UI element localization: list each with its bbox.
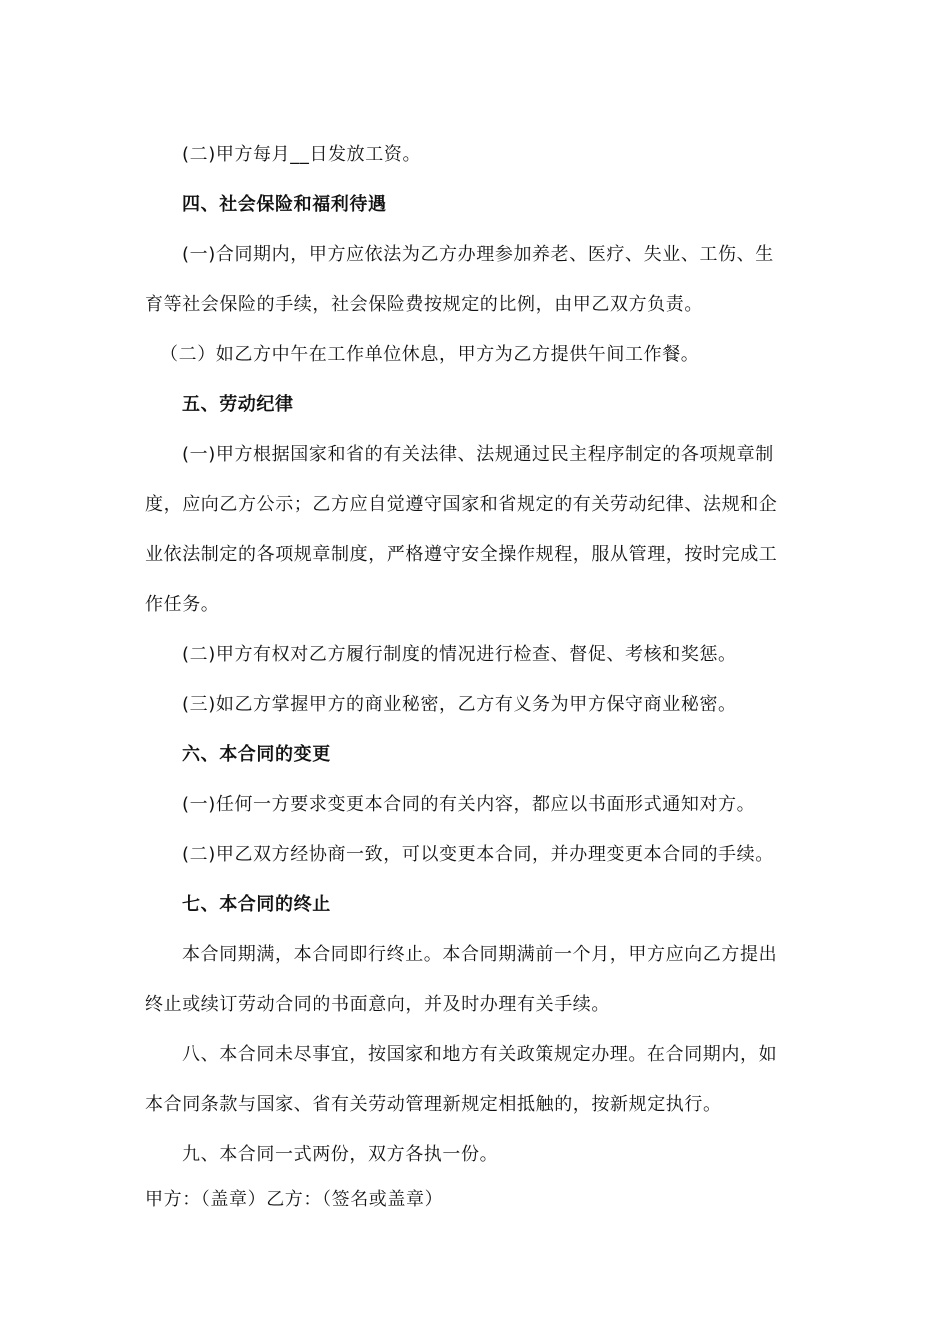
clause-3-2-text: (二)甲方每月__日发放工资。 — [182, 144, 422, 165]
clause-5-2-text: (二)甲方有权对乙方履行制度的情况进行检查、督促、考核和奖惩。 — [182, 644, 737, 665]
section-6-heading: 六、本合同的变更 — [182, 744, 331, 765]
section-8-line-1: 八、本合同未尽事宜，按国家和地方有关政策规定办理。在合同期内，如 — [182, 1044, 778, 1065]
section-4-heading: 四、社会保险和福利待遇 — [182, 194, 387, 215]
clause-6-1-text: (一)任何一方要求变更本合同的有关内容，都应以书面形式通知对方。 — [182, 794, 756, 815]
clause-5-3-text: (三)如乙方掌握甲方的商业秘密，乙方有义务为甲方保守商业秘密。 — [182, 694, 737, 715]
section-9-text: 九、本合同一式两份，双方各执一份。 — [182, 1144, 499, 1165]
section-8-line-2: 本合同条款与国家、省有关劳动管理新规定相抵触的，按新规定执行。 — [145, 1094, 722, 1115]
clause-5-1-line-4: 作任务。 — [145, 594, 220, 615]
clause-5-1-line-3: 业依法制定的各项规章制度，严格遵守安全操作规程，服从管理，按时完成工 — [145, 544, 778, 565]
clause-4-1-line-2: 育等社会保险的手续，社会保险费按规定的比例，由甲乙双方负责。 — [145, 294, 703, 315]
clause-6-2-text: (二)甲乙双方经协商一致，可以变更本合同，并办理变更本合同的手续。 — [182, 844, 774, 865]
section-7-line-1: 本合同期满，本合同即行终止。本合同期满前一个月，甲方应向乙方提出 — [182, 944, 778, 965]
section-7-heading: 七、本合同的终止 — [182, 894, 331, 915]
clause-5-1-line-1: (一)甲方根据国家和省的有关法律、法规通过民主程序制定的各项规章制 — [182, 444, 774, 465]
clause-5-1-line-2: 度，应向乙方公示；乙方应自觉遵守国家和省规定的有关劳动纪律、法规和企 — [145, 494, 778, 515]
clause-4-1-line-1: (一)合同期内，甲方应依法为乙方办理参加养老、医疗、失业、工伤、生 — [182, 244, 774, 265]
signature-line: 甲方：（盖章）乙方：（签名或盖章） — [145, 1189, 444, 1210]
clause-4-2-text: （二）如乙方中午在工作单位休息，甲方为乙方提供午间工作餐。 — [160, 344, 700, 365]
section-7-line-2: 终止或续订劳动合同的书面意向，并及时办理有关手续。 — [145, 994, 610, 1015]
section-5-heading: 五、劳动纪律 — [182, 394, 294, 415]
